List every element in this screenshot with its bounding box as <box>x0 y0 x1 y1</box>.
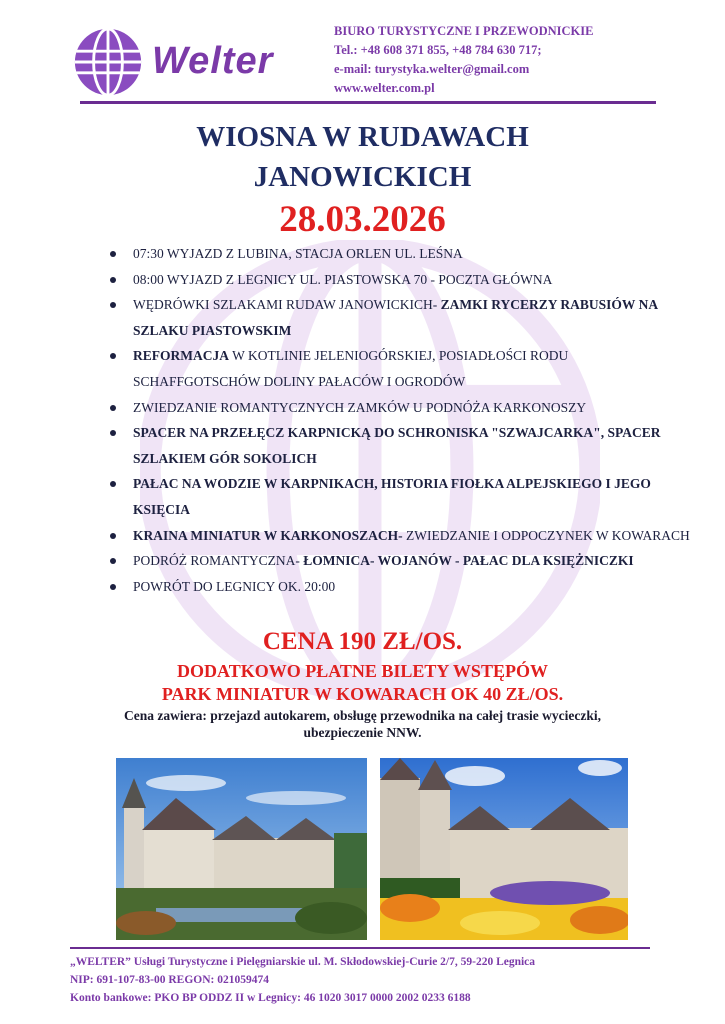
trip-title-line2: JANOWICKICH <box>253 161 472 193</box>
list-item: SPACER NA PRZEŁĘCZ KARPNICKĄ DO SCHRONISKA "SZWAJCARKA", SPACER SZLAKIEM GÓR SOKOLICH <box>106 420 696 471</box>
bullet-icon <box>110 558 116 564</box>
price-extra-line2: PARK MINIATUR W KOWARACH OK 40 ZŁ/OS. <box>161 684 564 704</box>
bullet-icon <box>110 302 116 308</box>
agency-website: www.welter.com.pl <box>334 81 435 95</box>
castle-photo-right <box>380 758 628 940</box>
list-item: PODRÓŻ ROMANTYCZNA- ŁOMNICA- WOJANÓW - PAŁAC DLA KSIĘŻNICZKI <box>106 548 696 574</box>
bullet-icon <box>110 277 116 283</box>
list-item: PAŁAC NA WODZIE W KARPNIKACH, HISTORIA FIOŁKA ALPEJSKIEGO I JEGO KSIĘCIA <box>106 471 696 522</box>
price-extra-line1: DODATKOWO PŁATNE BILETY WSTĘPÓW <box>177 661 548 681</box>
brand-name: Welter <box>152 40 274 82</box>
bullet-icon <box>110 533 116 539</box>
list-item: 07:30 WYJAZD Z LUBINA, STACJA ORLEN UL. LEŚNA <box>106 241 696 267</box>
footer-divider <box>70 947 650 949</box>
list-item: KRAINA MINIATUR W KARKONOSZACH- ZWIEDZANIE I ODPOCZYNEK W KOWARACH <box>106 523 696 549</box>
bullet-icon <box>110 251 116 257</box>
castle-flowers-image-icon <box>380 758 628 940</box>
list-item: 08:00 WYJAZD Z LEGNICY UL. PIASTOWSKA 70 - POCZTA GŁÓWNA <box>106 267 696 293</box>
bullet-icon <box>110 584 116 590</box>
agency-phone: Tel.: +48 608 371 855, +48 784 630 717; <box>334 43 542 57</box>
agency-contact-block <box>334 22 593 98</box>
footer-block <box>70 953 535 1007</box>
agency-email: e-mail: turystyka.welter@gmail.com <box>334 62 530 76</box>
bullet-icon <box>110 353 116 359</box>
footer-bank-account: Konto bankowe: PKO BP ODDZ II w Legnicy: 46 1020 3017 0000 2002 0233 6188 <box>70 992 471 1004</box>
price-includes: Cena zawiera: przejazd autokarem, obsługę przewodnika na całej trasie wycieczki, ubezpieczenie NNW. <box>123 708 602 740</box>
agency-name: BIURO TURYSTYCZNE I PRZEWODNICKIE <box>334 24 594 38</box>
list-item: WĘDRÓWKI SZLAKAMI RUDAW JANOWICKICH- ZAMKI RYCERZY RABUSIÓW NA SZLAKU PIASTOWSKIM <box>106 292 696 343</box>
price-main: CENA 190 ZŁ/OS. <box>262 628 463 655</box>
list-item: REFORMACJA W KOTLINIE JELENIOGÓRSKIEJ, POSIADŁOŚCI RODU SCHAFFGOTSCHÓW DOLINY PAŁACÓW I OGRODÓW <box>106 343 696 394</box>
globe-logo-icon <box>72 26 144 98</box>
list-item: ZWIEDZANIE ROMANTYCZNYCH ZAMKÓW U PODNÓŻA KARKONOSZY <box>106 395 696 421</box>
castle-photo-left <box>116 758 367 940</box>
bullet-icon <box>110 481 116 487</box>
footer-company: „WELTER” Usługi Turystyczne i Pielęgniarskie ul. M. Skłodowskiej-Curie 2/7, 59-220 Legnica <box>70 956 536 968</box>
header-divider <box>80 101 656 104</box>
bullet-icon <box>110 430 116 436</box>
itinerary-list <box>106 241 696 599</box>
trip-title-line1: WIOSNA W RUDAWACH <box>196 121 529 153</box>
bullet-icon <box>110 405 116 411</box>
castle-image-icon <box>116 758 367 940</box>
footer-tax-ids: NIP: 691-107-83-00 REGON: 021059474 <box>70 974 269 986</box>
list-item: POWRÓT DO LEGNICY OK. 20:00 <box>106 574 696 600</box>
trip-date: 28.03.2026 <box>279 199 446 240</box>
